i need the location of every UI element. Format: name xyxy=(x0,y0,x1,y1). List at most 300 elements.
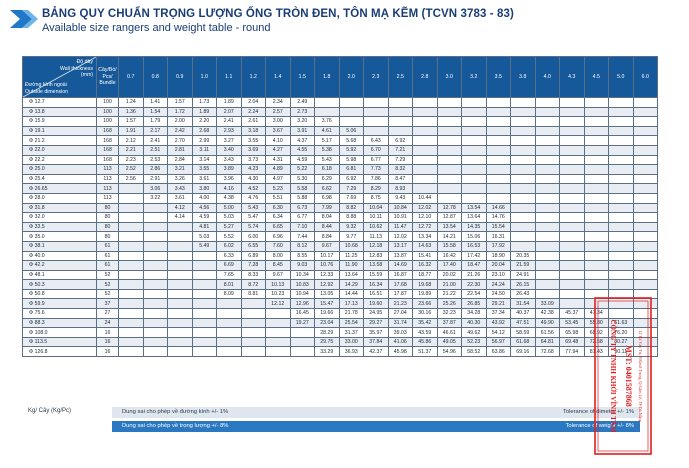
weight-cell xyxy=(266,318,291,328)
weight-cell: 2.84 xyxy=(168,155,193,165)
weight-cell: 12.33 xyxy=(315,270,340,280)
weight-cell: 8.29 xyxy=(364,184,389,194)
weight-cell: 8.75 xyxy=(364,193,389,203)
table-row xyxy=(23,347,658,357)
weight-cell: 63.86 xyxy=(486,347,511,357)
weight-cell: 53.45 xyxy=(560,318,585,328)
weight-cell: 5.58 xyxy=(290,184,315,194)
weight-cell xyxy=(266,347,291,357)
weight-cell: 17.87 xyxy=(388,289,413,299)
weight-cell: 2.73 xyxy=(290,107,315,117)
weight-cell: 4.12 xyxy=(168,203,193,213)
weight-cell xyxy=(437,184,462,194)
od-cell: Φ 50.8 xyxy=(23,289,97,299)
weight-cell: 8.12 xyxy=(290,241,315,251)
weight-cell xyxy=(119,337,144,347)
weight-cell xyxy=(535,251,560,261)
weight-cell: 6.30 xyxy=(266,203,291,213)
weight-cell xyxy=(168,232,193,242)
table-row xyxy=(23,136,658,146)
weight-cell: 5.43 xyxy=(241,203,266,213)
weight-cell: 3.91 xyxy=(290,126,315,136)
table-row xyxy=(23,174,658,184)
weight-cell xyxy=(168,241,193,251)
weight-cell xyxy=(192,299,217,309)
weight-cell xyxy=(633,174,658,184)
weight-cell: 1.24 xyxy=(119,98,144,108)
weight-cell: 14.29 xyxy=(339,280,364,290)
weight-cell: 10.04 xyxy=(364,203,389,213)
table-row xyxy=(23,299,658,309)
weight-cell: 77.94 xyxy=(560,347,585,357)
weight-cell xyxy=(609,222,634,232)
weight-cell xyxy=(535,174,560,184)
thickness-unit: (mm) xyxy=(80,72,93,78)
weight-cell xyxy=(633,280,658,290)
weight-cell xyxy=(168,299,193,309)
weight-cell: 13.54 xyxy=(462,203,487,213)
weight-cell xyxy=(633,184,658,194)
weight-cell: 17.92 xyxy=(486,241,511,251)
weight-cell: 12.83 xyxy=(364,251,389,261)
od-label-vi: Đường kính ngoài xyxy=(25,82,67,88)
weight-cell xyxy=(168,328,193,338)
weight-cell: 5.23 xyxy=(266,184,291,194)
weight-cell: 5.52 xyxy=(217,232,242,242)
weight-cell xyxy=(364,117,389,127)
weight-cell: 72.68 xyxy=(535,347,560,357)
weight-cell xyxy=(633,251,658,261)
od-cell: Φ 31.8 xyxy=(23,203,97,213)
weight-cell: 43.59 xyxy=(413,328,438,338)
od-cell: Φ 50.3 xyxy=(23,280,97,290)
weight-cell: 7.73 xyxy=(364,165,389,175)
thickness-header: 3.0 xyxy=(437,57,462,98)
weight-cell: 10.23 xyxy=(266,289,291,299)
weight-cell: 8.44 xyxy=(315,222,340,232)
od-cell: Φ 75.6 xyxy=(23,309,97,319)
weight-cell: 2.52 xyxy=(119,165,144,175)
weight-cell xyxy=(217,318,242,328)
weight-cell xyxy=(584,136,609,146)
weight-cell: 40.37 xyxy=(511,309,536,319)
weight-cell xyxy=(119,309,144,319)
weight-cell xyxy=(560,174,585,184)
weight-cell: 1.89 xyxy=(217,98,242,108)
weight-cell xyxy=(119,328,144,338)
weight-cell xyxy=(143,328,168,338)
weight-cell xyxy=(535,213,560,223)
weight-cell xyxy=(560,145,585,155)
bundle-cell: 52 xyxy=(97,270,119,280)
weight-cell xyxy=(560,155,585,165)
weight-cell xyxy=(560,107,585,117)
weight-cell xyxy=(486,136,511,146)
weight-cell: 1.54 xyxy=(143,107,168,117)
weight-cell xyxy=(437,174,462,184)
weight-cell: 2.41 xyxy=(217,117,242,127)
weight-cell: 54.96 xyxy=(437,347,462,357)
weight-cell: 69.16 xyxy=(511,347,536,357)
weight-cell: 14.66 xyxy=(486,203,511,213)
weight-cell xyxy=(609,232,634,242)
weight-cell: 54.12 xyxy=(486,328,511,338)
weight-cell xyxy=(462,155,487,165)
weight-cell xyxy=(192,270,217,280)
weight-cell xyxy=(511,136,536,146)
table-row xyxy=(23,318,658,328)
weight-cell: 29.21 xyxy=(486,299,511,309)
weight-cell: 31.54 xyxy=(511,299,536,309)
weight-cell: 4.16 xyxy=(217,184,242,194)
weight-cell xyxy=(560,299,585,309)
weight-cell: 15.06 xyxy=(462,232,487,242)
tolerance-weight-en: Tolerance of weight +/- 8% xyxy=(565,423,634,429)
weight-cell xyxy=(535,165,560,175)
weight-cell: 2.42 xyxy=(168,126,193,136)
weight-cell: 37.87 xyxy=(437,318,462,328)
od-cell: Φ 19.1 xyxy=(23,126,97,136)
weight-cell xyxy=(511,193,536,203)
table-row xyxy=(23,222,658,232)
weight-cell: 33.00 xyxy=(339,337,364,347)
weight-cell: 65.98 xyxy=(560,328,585,338)
weight-cell: 29.27 xyxy=(364,318,389,328)
bundle-cell: 52 xyxy=(97,289,119,299)
od-cell: Φ 26.65 xyxy=(23,184,97,194)
weight-cell: 17.68 xyxy=(388,280,413,290)
weight-cell: 20.02 xyxy=(437,270,462,280)
weight-cell: 3.76 xyxy=(315,117,340,127)
thickness-header: 0.8 xyxy=(143,57,168,98)
weight-cell xyxy=(241,318,266,328)
weight-cell xyxy=(339,98,364,108)
table-row xyxy=(23,337,658,347)
weight-cell xyxy=(241,299,266,309)
weight-cell xyxy=(560,270,585,280)
weight-cell: 14.44 xyxy=(339,289,364,299)
weight-cell: 12.18 xyxy=(364,241,389,251)
weight-cell: 4.52 xyxy=(241,184,266,194)
od-cell: Φ 108.0 xyxy=(23,328,97,338)
od-cell: Φ 13.8 xyxy=(23,107,97,117)
weight-cell: 33.09 xyxy=(535,299,560,309)
weight-cell: 6.69 xyxy=(217,261,242,271)
weight-cell: 47.51 xyxy=(511,318,536,328)
weight-cell: 23.10 xyxy=(486,270,511,280)
weight-cell: 15.58 xyxy=(437,241,462,251)
thickness-header: 1.1 xyxy=(217,57,242,98)
weight-cell: 10.44 xyxy=(413,193,438,203)
weight-cell xyxy=(511,107,536,117)
weight-cell xyxy=(143,289,168,299)
table-header-row xyxy=(23,57,658,98)
od-cell: Φ 113.5 xyxy=(23,337,97,347)
weight-cell: 14.63 xyxy=(413,241,438,251)
weight-cell: 8.93 xyxy=(388,184,413,194)
weight-cell xyxy=(241,337,266,347)
weight-cell xyxy=(633,232,658,242)
weight-cell: 24.24 xyxy=(486,280,511,290)
weight-cell xyxy=(609,98,634,108)
weight-cell: 5.27 xyxy=(217,222,242,232)
weight-cell xyxy=(143,251,168,261)
weight-cell xyxy=(633,117,658,127)
weight-cell xyxy=(584,145,609,155)
weight-cell xyxy=(535,261,560,271)
weight-cell xyxy=(143,261,168,271)
weight-cell: 21.00 xyxy=(437,280,462,290)
weight-cell: 20.04 xyxy=(486,261,511,271)
weight-cell xyxy=(511,145,536,155)
weight-cell: 33.29 xyxy=(315,347,340,357)
weight-cell xyxy=(560,165,585,175)
weight-cell: 9.67 xyxy=(315,241,340,251)
weight-cell: 2.23 xyxy=(119,155,144,165)
page-subtitle: Available size rangers and weight table - round xyxy=(42,22,271,34)
weight-cell xyxy=(633,136,658,146)
weight-cell xyxy=(535,117,560,127)
weight-cell xyxy=(168,261,193,271)
weight-cell xyxy=(633,261,658,271)
od-cell: Φ 22.2 xyxy=(23,155,97,165)
weight-cell xyxy=(266,328,291,338)
weight-cell: 4.97 xyxy=(266,174,291,184)
weight-cell: 19.27 xyxy=(290,318,315,328)
weight-cell: 12.12 xyxy=(266,299,291,309)
weight-cell xyxy=(462,136,487,146)
weight-cell xyxy=(609,145,634,155)
weight-cell: 4.76 xyxy=(241,193,266,203)
weight-cell: 17.40 xyxy=(437,261,462,271)
weight-cell: 4.59 xyxy=(290,155,315,165)
weight-cell: 8.04 xyxy=(315,213,340,223)
weight-cell: 8.09 xyxy=(217,289,242,299)
weight-cell xyxy=(119,261,144,271)
bundle-cell: 168 xyxy=(97,126,119,136)
weight-cell: 6.81 xyxy=(339,165,364,175)
weight-cell: 58.52 xyxy=(462,347,487,357)
weight-cell: 8.84 xyxy=(315,232,340,242)
weight-table xyxy=(22,56,658,357)
weight-cell: 2.81 xyxy=(168,145,193,155)
weight-cell xyxy=(413,98,438,108)
weight-cell: 37.84 xyxy=(364,337,389,347)
weight-cell xyxy=(486,126,511,136)
weight-cell xyxy=(535,184,560,194)
bundle-cell: 100 xyxy=(97,98,119,108)
weight-cell: 4.23 xyxy=(241,165,266,175)
weight-cell: 13.58 xyxy=(364,261,389,271)
weight-cell xyxy=(462,174,487,184)
weight-cell: 5.30 xyxy=(290,174,315,184)
weight-cell: 41.06 xyxy=(388,337,413,347)
weight-cell: 23.04 xyxy=(315,318,340,328)
weight-cell: 3.21 xyxy=(168,165,193,175)
weight-cell xyxy=(462,165,487,175)
weight-cell: 5.03 xyxy=(192,232,217,242)
weight-cell xyxy=(437,126,462,136)
weight-cell: 2.00 xyxy=(168,117,193,127)
weight-cell xyxy=(609,184,634,194)
weight-cell: 2.99 xyxy=(192,136,217,146)
weight-cell xyxy=(535,136,560,146)
weight-cell: 20.35 xyxy=(511,251,536,261)
weight-cell: 11.47 xyxy=(388,222,413,232)
weight-cell xyxy=(119,251,144,261)
weight-cell xyxy=(290,337,315,347)
weight-cell xyxy=(462,117,487,127)
weight-cell xyxy=(633,145,658,155)
weight-cell: 10.68 xyxy=(339,241,364,251)
od-cell: Φ 59.9 xyxy=(23,299,97,309)
od-cell: Φ 12.7 xyxy=(23,98,97,108)
weight-cell: 56.97 xyxy=(486,337,511,347)
weight-cell: 15.54 xyxy=(486,222,511,232)
weight-cell: 4.38 xyxy=(217,193,242,203)
table-row xyxy=(23,126,658,136)
weight-cell: 7.10 xyxy=(290,222,315,232)
weight-cell xyxy=(584,241,609,251)
weight-cell: 49.90 xyxy=(535,318,560,328)
weight-cell: 24.91 xyxy=(511,270,536,280)
weight-cell xyxy=(168,337,193,347)
weight-cell: 6.29 xyxy=(315,174,340,184)
weight-cell: 6.92 xyxy=(388,136,413,146)
weight-cell: 7.29 xyxy=(388,155,413,165)
table-row xyxy=(23,117,658,127)
bundle-cell: 16 xyxy=(97,328,119,338)
weight-cell: 4.14 xyxy=(168,213,193,223)
weight-cell xyxy=(192,309,217,319)
weight-cell: 25.54 xyxy=(339,318,364,328)
weight-cell xyxy=(511,203,536,213)
weight-cell xyxy=(217,347,242,357)
weight-cell xyxy=(119,299,144,309)
weight-cell xyxy=(143,337,168,347)
weight-cell xyxy=(511,241,536,251)
weight-cell: 6.98 xyxy=(315,193,340,203)
weight-cell: 3.06 xyxy=(143,184,168,194)
weight-cell: 5.17 xyxy=(315,136,340,146)
weight-cell: 6.73 xyxy=(290,203,315,213)
weight-cell xyxy=(511,126,536,136)
table-row xyxy=(23,213,658,223)
weight-cell: 8.72 xyxy=(241,280,266,290)
weight-cell xyxy=(560,193,585,203)
weight-cell: 13.05 xyxy=(315,289,340,299)
weight-cell: 19.66 xyxy=(315,309,340,319)
weight-cell: 3.18 xyxy=(241,126,266,136)
od-cell: Φ 48.1 xyxy=(23,270,97,280)
bundle-cell: 113 xyxy=(97,165,119,175)
weight-cell xyxy=(560,251,585,261)
weight-cell: 3.22 xyxy=(143,193,168,203)
weight-cell xyxy=(290,328,315,338)
weight-cell: 2.70 xyxy=(168,136,193,146)
weight-cell: 1.89 xyxy=(192,107,217,117)
weight-cell xyxy=(437,145,462,155)
weight-cell: 13.17 xyxy=(388,241,413,251)
od-cell: Φ 21.2 xyxy=(23,136,97,146)
weight-cell: 7.29 xyxy=(339,184,364,194)
weight-cell xyxy=(609,126,634,136)
weight-cell: 14.21 xyxy=(437,232,462,242)
weight-cell: 13.64 xyxy=(462,213,487,223)
weight-cell xyxy=(217,299,242,309)
weight-cell: 2.21 xyxy=(119,145,144,155)
header xyxy=(8,6,678,36)
weight-cell: 10.84 xyxy=(388,203,413,213)
weight-cell xyxy=(633,203,658,213)
thickness-header: 4.5 xyxy=(584,57,609,98)
weight-cell: 40.30 xyxy=(462,318,487,328)
weight-cell: 8.81 xyxy=(241,289,266,299)
weight-cell: 15.47 xyxy=(315,299,340,309)
weight-cell: 52.23 xyxy=(462,337,487,347)
od-cell: Φ 126.8 xyxy=(23,347,97,357)
weight-cell xyxy=(119,184,144,194)
weight-cell: 10.76 xyxy=(315,261,340,271)
weight-cell: 3.69 xyxy=(241,145,266,155)
weight-cell xyxy=(413,136,438,146)
stamp-address: 12 Hà Văn Trí, P.Khuê Trung, Q.Cẩm Lệ, TP Đà Nẵng xyxy=(638,330,643,422)
weight-cell: 7.60 xyxy=(266,241,291,251)
weight-cell: 3.43 xyxy=(168,184,193,194)
weight-cell xyxy=(119,232,144,242)
weight-cell: 23.66 xyxy=(413,299,438,309)
weight-cell: 1.73 xyxy=(192,98,217,108)
weight-cell xyxy=(192,251,217,261)
weight-cell: 9.32 xyxy=(339,222,364,232)
weight-cell: 80.27 xyxy=(609,337,634,347)
weight-cell: 64.81 xyxy=(535,337,560,347)
weight-cell xyxy=(560,136,585,146)
weight-cell xyxy=(266,309,291,319)
weight-cell: 2.24 xyxy=(241,107,266,117)
weight-cell: 5.49 xyxy=(192,241,217,251)
weight-cell xyxy=(413,174,438,184)
weight-cell xyxy=(511,155,536,165)
weight-cell xyxy=(511,222,536,232)
weight-cell xyxy=(511,165,536,175)
weight-cell xyxy=(535,98,560,108)
weight-cell xyxy=(266,337,291,347)
weight-cell: 51.37 xyxy=(413,347,438,357)
weight-cell xyxy=(584,126,609,136)
od-label-en: Outside dimension xyxy=(25,88,68,95)
weight-cell xyxy=(119,241,144,251)
weight-cell: 10.62 xyxy=(364,222,389,232)
weight-cell xyxy=(511,184,536,194)
weight-cell: 3.61 xyxy=(168,193,193,203)
weight-cell: 12.72 xyxy=(413,222,438,232)
weight-cell xyxy=(413,107,438,117)
tolerance-diameter-vi: Dung sai cho phép về đường kính +/- 1% xyxy=(122,409,229,415)
table-row xyxy=(23,193,658,203)
weight-cell: 7.28 xyxy=(241,261,266,271)
weight-cell: 3.27 xyxy=(217,136,242,146)
weight-cell xyxy=(560,280,585,290)
weight-cell: 6.96 xyxy=(266,232,291,242)
weight-cell: 5.47 xyxy=(241,213,266,223)
weight-cell xyxy=(584,261,609,271)
table-row xyxy=(23,165,658,175)
thickness-header: 4.3 xyxy=(560,57,585,98)
weight-cell: 35.97 xyxy=(364,328,389,338)
weight-cell xyxy=(192,280,217,290)
weight-cell: 5.38 xyxy=(315,145,340,155)
